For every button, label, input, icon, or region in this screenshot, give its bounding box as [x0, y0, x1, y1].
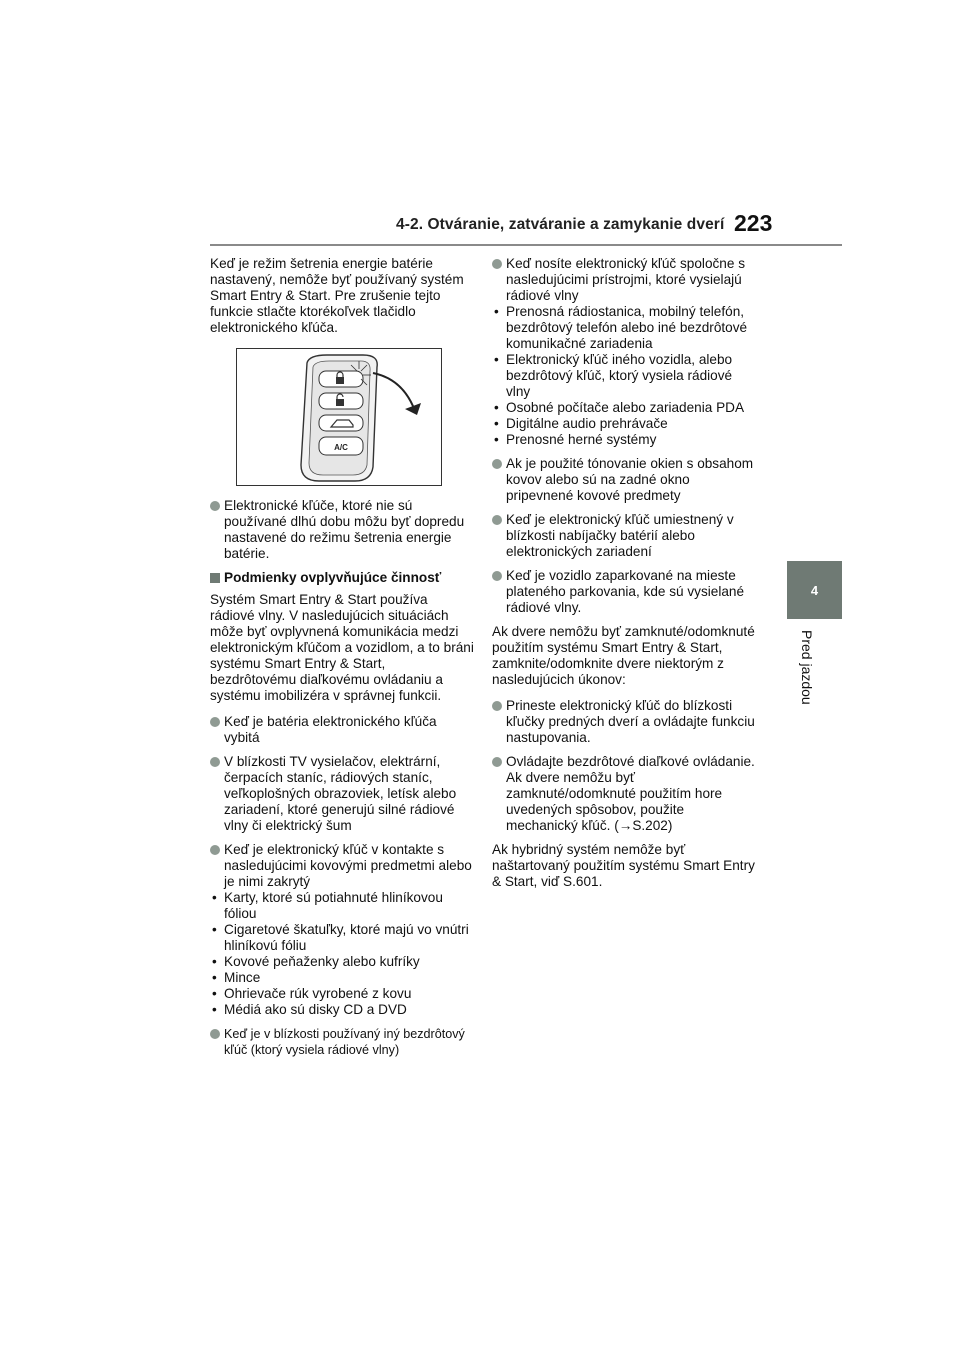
bullet-charger: Keď je elektronický kľúč umiestnený v blízkosti nabíjačky batérií alebo elektronických zariadení	[492, 512, 758, 560]
chapter-number: 4	[810, 582, 819, 598]
bullet-window-tint: Ak je použité tónovanie okien s obsahom kovov alebo sú na zadné okno pripevnené kovové predmety	[492, 456, 758, 504]
page-number: 223	[734, 210, 773, 236]
list-item: • Elektronický kľúč iného vozidla, alebo bezdrôtový kľúč, ktorý vysiela rádiové vlny	[492, 352, 758, 400]
header-rule	[210, 244, 842, 246]
bullet-dot-icon	[210, 717, 220, 727]
key-figure	[236, 348, 442, 486]
hybrid-paragraph: Ak hybridný systém nemôže byť naštartovaný použitím systému Smart Entry & Start, viď S.601.	[492, 842, 755, 889]
bullet-dot-icon	[210, 757, 220, 767]
list-item: • Karty, ktoré sú potiahnuté hliníkovou fóliou	[210, 890, 474, 922]
section-body: Systém Smart Entry & Start používa rádiové vlny. V nasledujúcich situáciách môže byť ovplyvnená komunikácia medzi elektronickým kľúčom a vozidlom, a to bráni systému Smart Entry & Start, bezdrôtovému diaľkovému ovládaniu a systému imobilizéra v správnej funkcii.	[210, 592, 474, 703]
section-header: 4-2. Otváranie, zatváranie a zamykanie dverí	[396, 216, 725, 233]
bullet-dot-icon	[210, 501, 220, 511]
chapter-tab	[787, 561, 842, 619]
list-item: • Mince	[210, 970, 474, 986]
bullet-devices: Keď nosíte elektronický kľúč spoločne s nasledujúcimi prístrojmi, ktoré vysielajú rádiové vlny	[492, 256, 758, 304]
bullet-dot-icon	[210, 1029, 220, 1039]
left-column	[210, 256, 474, 1066]
bullet-battery-empty: Keď je batéria elektronického kľúča vybitá	[210, 714, 474, 746]
electronic-key-illustration	[237, 349, 441, 485]
bullet-remote-control: Ovládajte bezdrôtové diaľkové ovládanie. Ak dvere nemôžu byť zamknuté/odomknuté použitím hore uvedených spôsobov, použite mechanický kľúč. (→S.202)	[492, 754, 758, 834]
bullet-dot-icon	[492, 757, 502, 767]
list-item: • Digitálne audio prehrávače	[492, 416, 758, 432]
bullet-dot-icon	[210, 845, 220, 855]
right-column	[492, 256, 758, 898]
bullet-dot-icon	[492, 571, 502, 581]
bullet-dot-icon	[492, 701, 502, 711]
bullet-bring-key: Prineste elektronický kľúč do blízkosti kľučky predných dverí a ovládajte funkciu nastupovania.	[492, 698, 758, 746]
device-items-list	[492, 304, 758, 448]
list-item: • Prenosné herné systémy	[492, 432, 758, 448]
list-item: • Prenosná rádiostanica, mobilný telefón, bezdrôtový telefón alebo iné bezdrôtové komunikačné zariadenia	[492, 304, 758, 352]
bullet-dot-icon	[492, 459, 502, 469]
section-title: Podmienky ovplyvňujúce činnosť	[210, 570, 474, 586]
intro-paragraph: Keď je režim šetrenia energie batérie nastavený, nemôže byť používaný systém Smart Entry & Start. Pre zrušenie tejto funkcie stlačte ktorékoľvek tlačidlo elektronického kľúča.	[210, 256, 464, 335]
list-item: • Kovové peňaženky alebo kufríky	[210, 954, 474, 970]
list-item: • Osobné počítače alebo zariadenia PDA	[492, 400, 758, 416]
chapter-label: Pred jazdou	[799, 630, 815, 705]
bullet-tv-transmitters: V blízkosti TV vysielačov, elektrární, čerpacích staníc, rádiových staníc, veľkoplošných obrazoviek, letísk alebo zariadení, ktoré generujú silné rádiové vlny či elektrický šum	[210, 754, 474, 834]
bullet-metal-contact: Keď je elektronický kľúč v kontakte s nasledujúcimi kovovými predmetmi alebo je nimi zakrytý	[210, 842, 474, 890]
section-square-icon	[210, 573, 220, 583]
metal-items-list	[210, 890, 474, 1018]
bullet-dot-icon	[492, 259, 502, 269]
list-item: • Médiá ako sú disky CD a DVD	[210, 1002, 474, 1018]
list-item: • Ohrievače rúk vyrobené z kovu	[210, 986, 474, 1002]
bullet-battery-saver: Elektronické kľúče, ktoré nie sú používané dlhú dobu môžu byť dopredu nastavené do režimu šetrenia energie batérie.	[210, 498, 474, 562]
bullet-paid-parking: Keď je vozidlo zaparkované na mieste plateného parkovania, kde sú vysielané rádiové vlny.	[492, 568, 758, 616]
bullet-other-key: Keď je v blízkosti používaný iný bezdrôtový kľúč (ktorý vysiela rádiové vlny)	[210, 1026, 474, 1058]
locked-paragraph: Ak dvere nemôžu byť zamknuté/odomknuté použitím systému Smart Entry & Start, zamknite/odomknite dvere niektorým z nasledujúcich úkonov:	[492, 624, 755, 687]
list-item: • Cigaretové škatuľky, ktoré majú vo vnútri hliníkovú fóliu	[210, 922, 474, 954]
key-button-label: A/C	[334, 443, 348, 452]
bullet-dot-icon	[492, 515, 502, 525]
